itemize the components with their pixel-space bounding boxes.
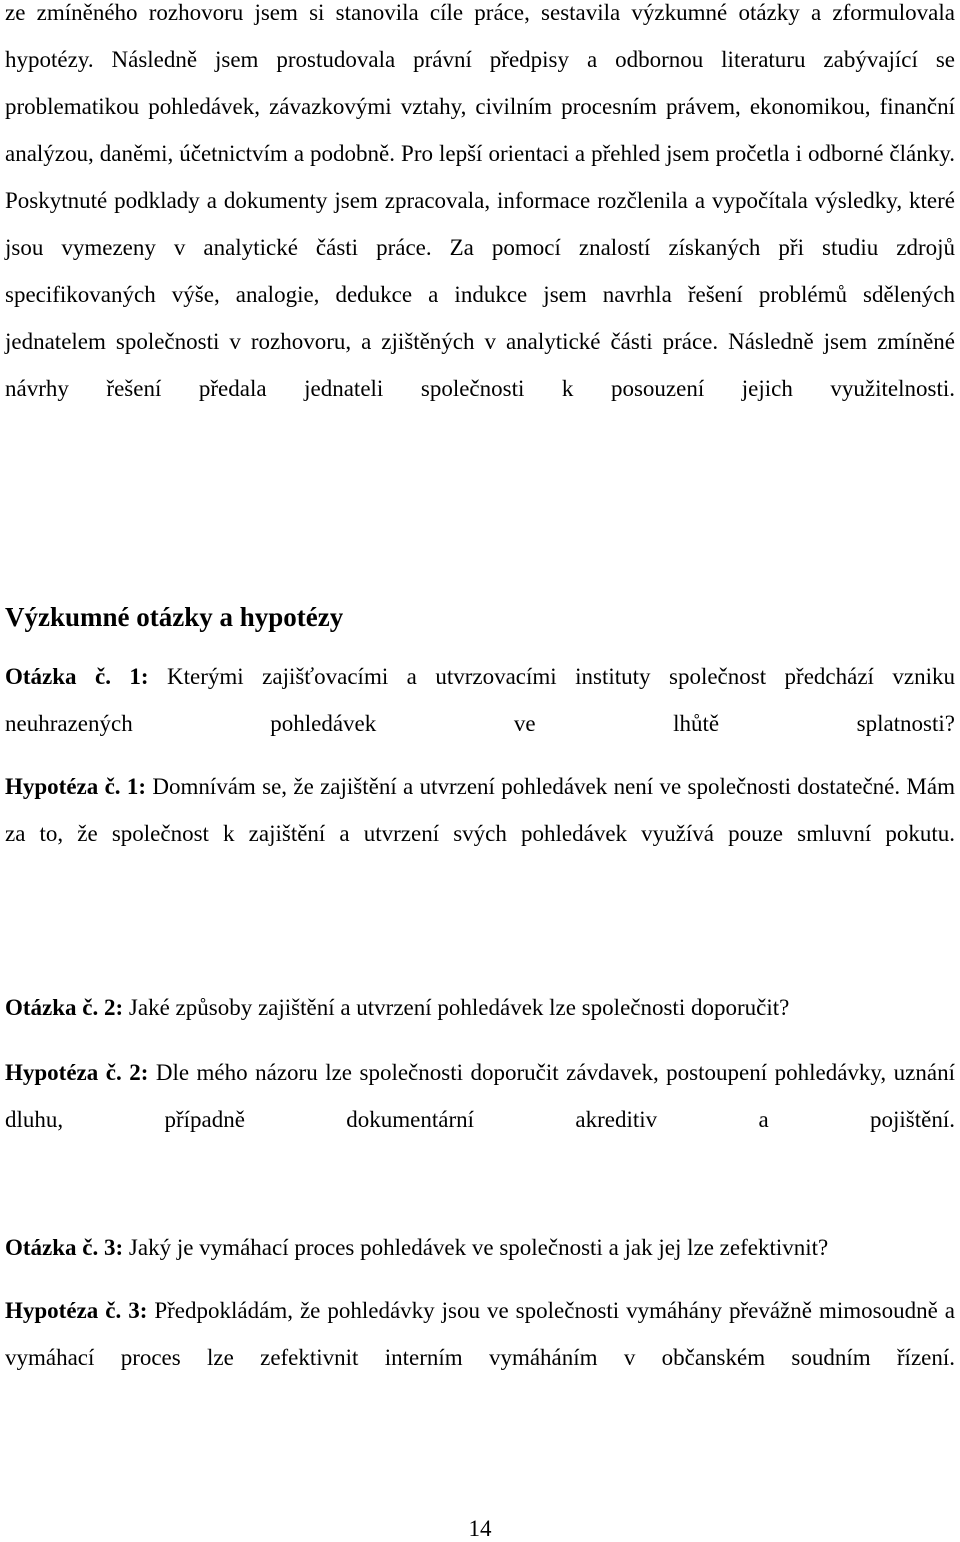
question-2-label: Otázka č. 2: bbox=[5, 995, 124, 1020]
intro-paragraph: ze zmíněného rozhovoru jsem si stanovila cíle práce, sestavila výzkumné otázky a zformulovala hypotézy. Následně jsem prostudovala právní předpisy a odbornou literaturu zabývající se problematikou pohledávek, závazkovými vztahy, civilním procesním právem, ekonomikou, finanční analýzou, daněmi, účetnictvím a podobně. Pro lepší orientaci a přehled jsem pročetla i odborné články. Poskytnuté podklady a dokumenty jsem zpracovala, informace rozčlenila a vypočítala výsledky, které jsou vymezeny v analytické části práce. Za pomocí znalostí získaných při studiu zdrojů specifikovaných výše, analogie, dedukce a indukce jsem navrhla řešení problémů sdělených jednatelem společnosti v rozhovoru, a zjištěných v analytické části práce. Následně jsem zmíněné návrhy řešení předala jednateli společnosti k posouzení jejich využitelnosti. bbox=[5, 0, 955, 401]
hypothesis-1 bbox=[5, 763, 955, 904]
hypothesis-1-label: Hypotéza č. 1: bbox=[5, 774, 147, 799]
hypothesis-3 bbox=[5, 1287, 955, 1428]
question-1-label: Otázka č. 1: bbox=[5, 664, 149, 689]
hypothesis-1-text: Domnívám se, že zajištění a utvrzení pohledávek není ve společnosti dostatečné. Mám za to, že společnost k zajištění a utvrzení svých pohledávek využívá pouze smluvní pokutu. bbox=[5, 774, 955, 846]
hypothesis-2 bbox=[5, 1049, 955, 1190]
hypothesis-2-text: Dle mého názoru lze společnosti doporučit závdavek, postoupení pohledávky, uznání dluhu, případně dokumentární akreditiv a pojištění. bbox=[5, 1060, 955, 1132]
hypothesis-3-text: Předpokládám, že pohledávky jsou ve společnosti vymáhány převážně mimosoudně a vymáhací proces lze zefektivnit interním vymáháním v občanském soudním řízení. bbox=[5, 1298, 955, 1370]
section-heading: Výzkumné otázky a hypotézy bbox=[5, 602, 344, 632]
question-2-text: Jaké způsoby zajištění a utvrzení pohledávek lze společnosti doporučit? bbox=[123, 995, 790, 1020]
question-3-text: Jaký je vymáhací proces pohledávek ve společnosti a jak jej lze zefektivnit? bbox=[123, 1235, 829, 1260]
hypothesis-2-label: Hypotéza č. 2: bbox=[5, 1060, 149, 1085]
hypothesis-3-label: Hypotéza č. 3: bbox=[5, 1298, 148, 1323]
question-1-text: Kterými zajišťovacími a utvrzovacími instituty společnost předchází vzniku neuhrazených pohledávek ve lhůtě splatnosti? bbox=[5, 664, 956, 736]
page-number: 14 bbox=[468, 1516, 492, 1541]
question-3-label: Otázka č. 3: bbox=[5, 1235, 124, 1260]
